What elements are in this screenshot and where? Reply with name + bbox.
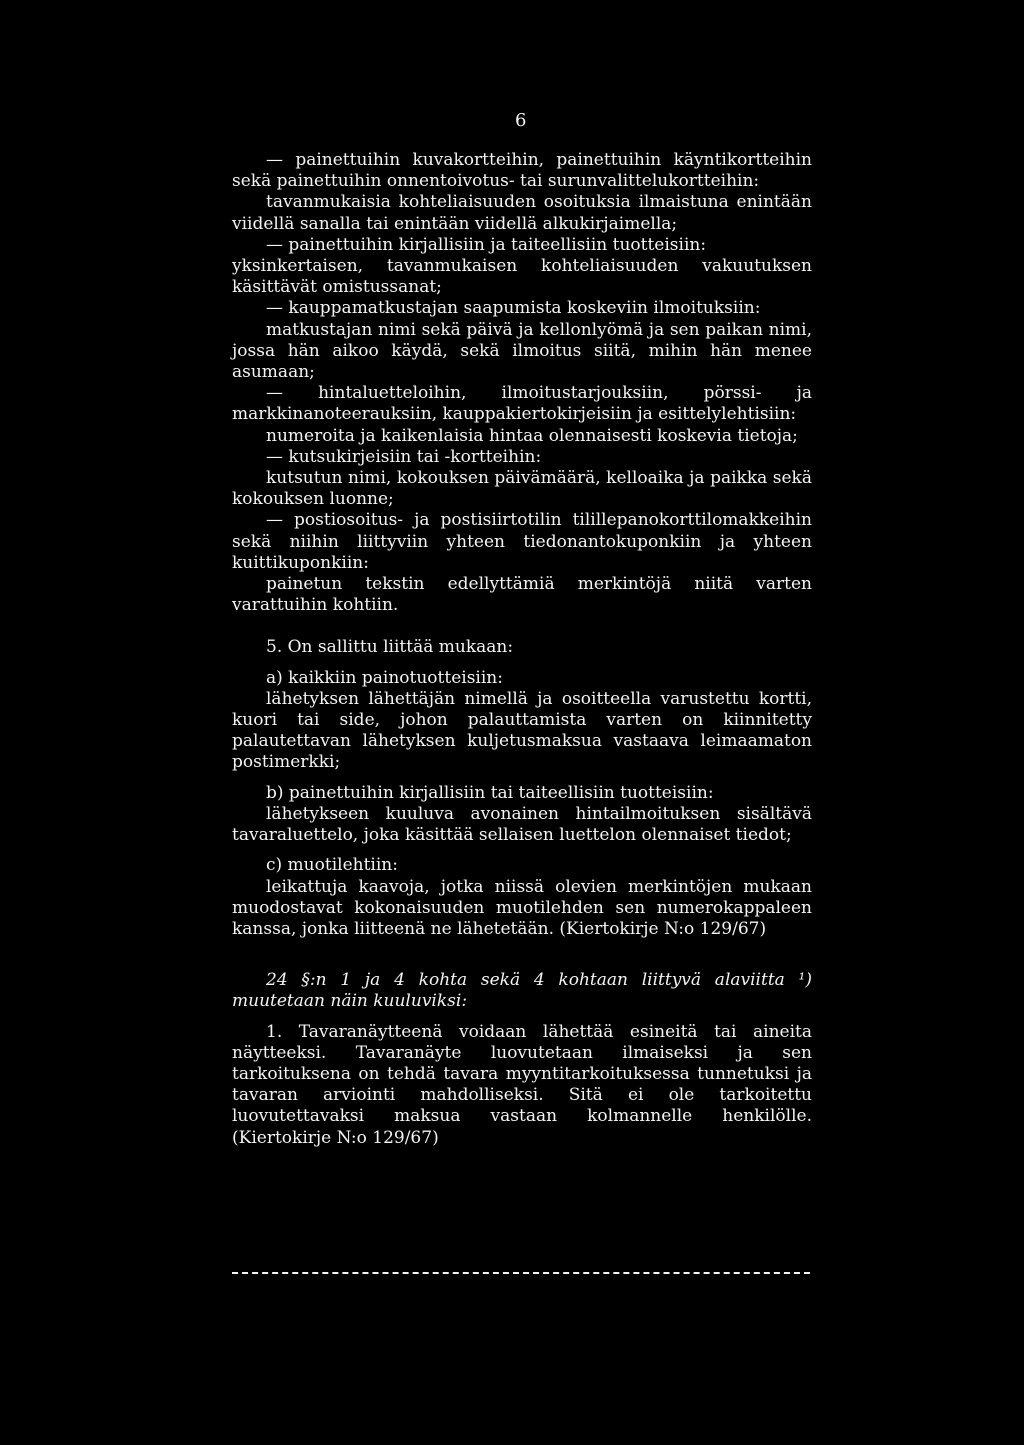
document-body [232,150,812,1149]
section-5-heading: 5. On sallittu liittää mukaan: [266,637,514,658]
item-kutsukirjeet-text: kutsutun nimi, kokouksen päivämäärä, kelloaika ja paikka sekä kokouksen luonne; [232,468,812,510]
item-kirjalliset-heading: — painettuihin kirjallisiin ja taiteellisiin tuotteisiin: [266,234,707,255]
section-5a-title: a) kaikkiin painotuotteisiin: [266,667,503,688]
item-kauppamatkustaja-heading: — kauppamatkustajan saapumista koskeviin ilmoituksiin: [266,298,761,319]
item-hintaluettelo-heading: — hintaluetteloihin, ilmoitustarjouksiin, pörssi- ja markkinanoteerauksiin, kauppakiertokirjeisiin ja esittelylehtisiin: [232,383,812,425]
item-kuvakortit-text: tavanmukaisia kohteliaisuuden osoituksia ilmaistuna enintään viidellä sanalla tai enintään viidellä alkukirjaimella; [232,192,812,234]
page-number: 6 [515,110,527,131]
section-5c-title: c) muotilehtiin: [266,855,398,876]
section-5b-title: b) painettuihin kirjallisiin tai taiteellisiin tuotteisiin: [266,782,714,803]
section-5c-body: leikattuja kaavoja, jotka niissä olevien merkintöjen mukaan muodostavat kokonaisuuden muotilehden sen numerokappaleen kanssa, jonka liitteenä ne lähetetään. (Kiertokirje N:o 129/67) [232,876,812,939]
item-hintaluettelo-text: numeroita ja kaikenlaisia hintaa olennaisesti koskevia tietoja; [266,425,798,446]
amendment-heading: 24 §:n 1 ja 4 kohta sekä 4 kohtaan liittyvä alaviitta ¹) muutetaan näin kuuluviksi: [232,970,812,1012]
section-5a-body: lähetyksen lähettäjän nimellä ja osoitteella varustettu kortti, kuori tai side, johon palauttamista varten on kiinnitetty palautettavan lähetyksen kuljetusmaksua vastaava leimaamaton postimerkki; [232,688,812,773]
item-kauppamatkustaja-text: matkustajan nimi sekä päivä ja kellonlyömä ja sen paikan nimi, jossa hän aikoo käydä, sekä ilmoitus siitä, mihin hän menee asumaan; [232,319,812,383]
item-postiosoitus-text: painetun tekstin edellyttämiä merkintöjä niitä varten varattuihin kohtiin. [232,574,812,616]
item-postiosoitus-heading: — postiosoitus- ja postisiirtotilin tilillepanokorttilomakkeihin sekä niihin liittyviin yhteen tiedonantokuponkiin ja yhteen kuittikuponkiin: [232,510,812,573]
item-kuvakortit-heading: — painettuihin kuvakortteihin, painettuihin käyntikortteihin sekä painettuihin onnentoivotus- tai surunvalittelukortteihin: [232,150,812,192]
item-kirjalliset-text: yksinkertaisen, tavanmukaisen kohteliaisuuden vakuutuksen käsittävät omistussanat; [232,256,812,298]
tavaranayte-paragraph: 1. Tavaranäytteenä voidaan lähettää esineitä tai aineita näytteeksi. Tavaranäyte luovutetaan ilmaiseksi ja sen tarkoituksena on tehdä tavara myyntitarkoituksessa tunnetuksi ja tavaran arviointi mahdolliseksi. Sitä ei ole tarkoitettu luovutettavaksi maksua vastaan kolmannelle henkilölle. (Kiertokirje N:o 129/67) [232,1021,812,1148]
item-kutsukirjeet-heading: — kutsukirjeisiin tai -kortteihin: [266,446,542,467]
dashed-separator [232,1272,810,1274]
section-5b-body: lähetykseen kuuluva avonainen hintailmoituksen sisältävä tavaraluettelo, joka käsittää sellaisen luettelon olennaiset tiedot; [232,803,812,846]
